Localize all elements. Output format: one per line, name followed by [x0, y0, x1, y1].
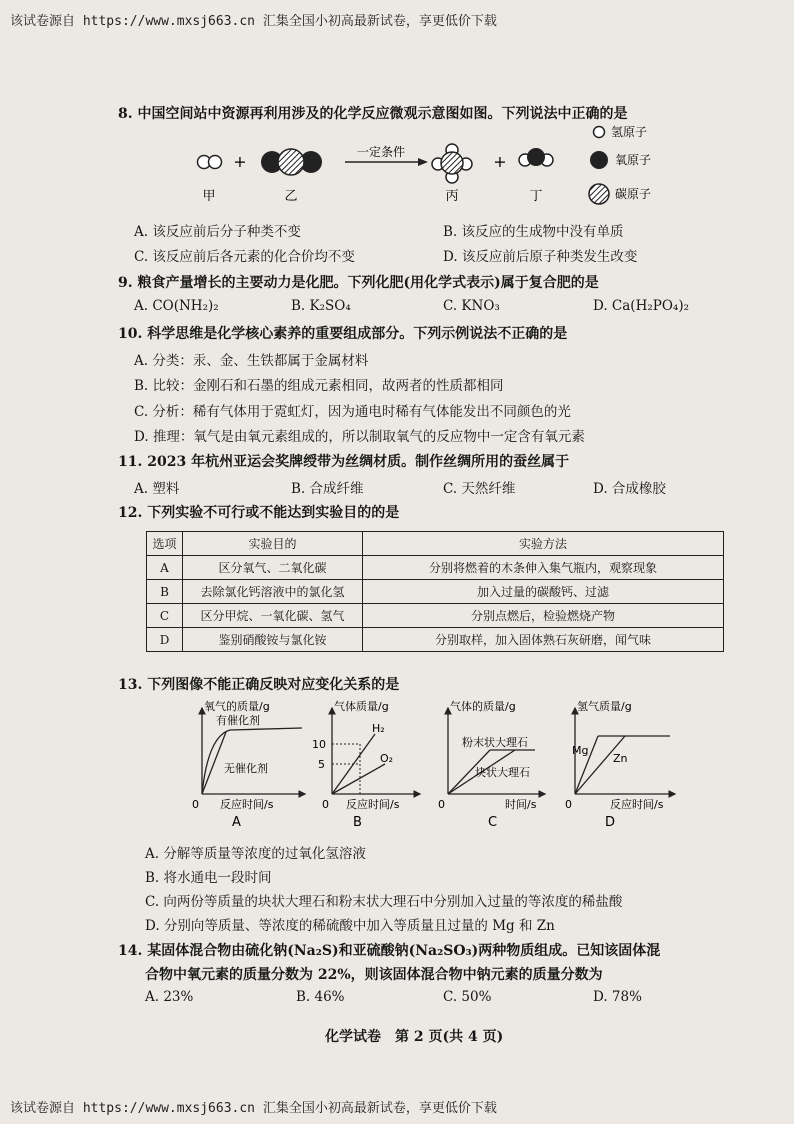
q9-option-a: A. CO(NH₂)₂ — [134, 298, 219, 314]
svg-text:反应时间/s: 反应时间/s — [610, 798, 664, 811]
svg-text:块状大理石: 块状大理石 — [475, 766, 530, 779]
molecule-jia-icon — [198, 156, 222, 169]
cell-purpose: 鉴别硝酸铵与氯化铵 — [183, 628, 363, 652]
q8-option-b: B. 该反应的生成物中没有单质 — [443, 224, 624, 240]
cell-method: 分别取样，加入固体熟石灰研磨，闻气味 — [363, 628, 724, 652]
svg-text:氢原子: 氢原子 — [611, 125, 648, 139]
table-row — [147, 580, 724, 604]
svg-text:氧原子: 氧原子 — [615, 153, 652, 167]
q10-option-a: A. 分类：汞、金、生铁都属于金属材料 — [134, 353, 369, 369]
q14-stem-line1: 14. 某固体混合物由硫化钠(Na₂S)和亚硫酸钠(Na₂SO₃)两种物质组成。已知该固体混 — [118, 943, 661, 959]
q13-option-d: D. 分别向等质量、等浓度的稀硫酸中加入等质量且过量的 Mg 和 Zn — [145, 918, 555, 934]
molecule-ding-icon — [519, 148, 553, 166]
header-method: 实验方法 — [363, 532, 724, 556]
cell-option: D — [147, 628, 183, 652]
svg-text:C: C — [488, 815, 498, 830]
svg-text:B: B — [353, 815, 362, 830]
q10-option-d: D. 推理：氧气是由氧元素组成的，所以制取氧气的反应物中一定含有氧元素 — [134, 429, 585, 445]
svg-text:0: 0 — [192, 798, 199, 811]
svg-text:粉末状大理石: 粉末状大理石 — [462, 736, 528, 749]
graph-a — [192, 699, 305, 830]
svg-text:Mg: Mg — [572, 744, 589, 757]
molecule-yi-icon — [261, 149, 322, 175]
header-purpose: 实验目的 — [183, 532, 363, 556]
q10-option-c: C. 分析：稀有气体用于霓虹灯，因为通电时稀有气体能发出不同颜色的光 — [134, 404, 571, 420]
svg-text:有催化剂: 有催化剂 — [216, 714, 260, 727]
q13-stem: 13. 下列图像不能正确反映对应变化关系的是 — [118, 677, 400, 693]
svg-text:氢气质量/g: 氢气质量/g — [577, 700, 632, 713]
svg-text:碳原子: 碳原子 — [615, 187, 652, 201]
svg-text:10: 10 — [312, 738, 326, 751]
cell-purpose: 区分氧气、二氧化碳 — [183, 556, 363, 580]
carbon-atom-icon — [589, 184, 609, 204]
experiment-table — [146, 531, 724, 652]
svg-text:0: 0 — [565, 798, 572, 811]
q14-option-a: A. 23% — [145, 989, 194, 1005]
graph-c — [438, 699, 545, 830]
cell-method: 分别点燃后，检验燃烧产物 — [363, 604, 724, 628]
q11-option-d: D. 合成橡胶 — [593, 481, 666, 497]
graph-b — [312, 699, 420, 830]
q14-option-b: B. 46% — [296, 989, 345, 1005]
q13-option-c: C. 向两份等质量的块状大理石和粉末状大理石中分别加入过量的等浓度的稀盐酸 — [145, 894, 623, 910]
cell-option: C — [147, 604, 183, 628]
source-footer: 该试卷源自 https://www.mxsj663.cn 汇集全国小初高最新试卷，享更低价下载 — [10, 1101, 497, 1116]
oxygen-atom-icon — [590, 151, 608, 169]
q12-stem: 12. 下列实验不可行或不能达到实验目的的是 — [118, 505, 400, 521]
svg-text:0: 0 — [322, 798, 329, 811]
q8-reaction-diagram — [190, 120, 690, 215]
cell-option: B — [147, 580, 183, 604]
q8-option-a: A. 该反应前后分子种类不变 — [134, 224, 301, 240]
label-ding: 丁 — [529, 189, 543, 204]
header-option: 选项 — [147, 532, 183, 556]
svg-text:0: 0 — [438, 798, 445, 811]
cell-option: A — [147, 556, 183, 580]
plus-1: + — [233, 152, 247, 171]
molecule-bing-icon — [432, 144, 472, 183]
svg-text:无催化剂: 无催化剂 — [224, 762, 268, 775]
q11-option-a: A. 塑料 — [134, 481, 180, 497]
q9-stem: 9. 粮食产量增长的主要动力是化肥。下列化肥(用化学式表示)属于复合肥的是 — [118, 275, 599, 291]
svg-text:Zn: Zn — [613, 752, 628, 765]
legend-hydrogen — [594, 125, 648, 139]
svg-text:氧气的质量/g: 氧气的质量/g — [204, 700, 270, 713]
q8-option-c: C. 该反应前后各元素的化合价均不变 — [134, 249, 355, 265]
q8-stem: 8. 中国空间站中资源再利用涉及的化学反应微观示意图如图。下列说法中正确的是 — [118, 106, 628, 122]
q13-option-a: A. 分解等质量等浓度的过氧化氢溶液 — [145, 846, 366, 862]
q14-option-d: D. 78% — [593, 989, 642, 1005]
svg-text:5: 5 — [318, 758, 325, 771]
svg-text:反应时间/s: 反应时间/s — [220, 798, 274, 811]
table-row — [147, 628, 724, 652]
q8-option-d: D. 该反应前后原子种类发生改变 — [443, 249, 638, 265]
svg-text:A: A — [232, 815, 241, 830]
q13-option-b: B. 将水通电一段时间 — [145, 870, 272, 886]
svg-text:O₂: O₂ — [380, 752, 394, 765]
graph-d — [565, 699, 675, 830]
cell-purpose: 区分甲烷、一氧化碳、氢气 — [183, 604, 363, 628]
arrow-condition: 一定条件 — [356, 145, 406, 159]
q9-option-d: D. Ca(H₂PO₄)₂ — [593, 298, 689, 314]
hydrogen-atom-icon — [594, 127, 605, 138]
cell-method: 分别将燃着的木条伸入集气瓶内，观察现象 — [363, 556, 724, 580]
table-header-row — [147, 532, 724, 556]
q14-stem-line2: 合物中氧元素的质量分数为 22%，则该固体混合物中钠元素的质量分数为 — [145, 967, 603, 983]
cell-method: 加入过量的碳酸钙、过滤 — [363, 580, 724, 604]
page-label: 化学试卷 第 2 页(共 4 页) — [325, 1029, 504, 1045]
q11-stem: 11. 2023 年杭州亚运会奖牌绶带为丝绸材质。制作丝绸所用的蚕丝属于 — [118, 454, 570, 470]
q14-option-c: C. 50% — [443, 989, 492, 1005]
q11-option-c: C. 天然纤维 — [443, 481, 516, 497]
legend-carbon — [589, 184, 651, 204]
table-row — [147, 604, 724, 628]
label-yi: 乙 — [284, 189, 298, 204]
q11-option-b: B. 合成纤维 — [291, 481, 364, 497]
source-header: 该试卷源自 https://www.mxsj663.cn 汇集全国小初高最新试卷，享更低价下载 — [10, 14, 497, 29]
table-row — [147, 556, 724, 580]
svg-text:D: D — [605, 815, 616, 830]
label-bing: 丙 — [445, 189, 459, 204]
cell-purpose: 去除氯化钙溶液中的氯化氢 — [183, 580, 363, 604]
svg-text:气体质量/g: 气体质量/g — [334, 700, 389, 713]
svg-text:气体的质量/g: 气体的质量/g — [450, 700, 516, 713]
label-jia: 甲 — [202, 189, 216, 204]
q9-option-c: C. KNO₃ — [443, 298, 500, 314]
q13-graphs — [180, 696, 700, 831]
q10-stem: 10. 科学思维是化学核心素养的重要组成部分。下列示例说法不正确的是 — [118, 326, 568, 342]
q9-option-b: B. K₂SO₄ — [291, 298, 351, 314]
svg-text:反应时间/s: 反应时间/s — [346, 798, 400, 811]
plus-2: + — [493, 152, 507, 171]
legend-oxygen — [590, 151, 651, 169]
svg-text:H₂: H₂ — [372, 722, 385, 735]
svg-text:时间/s: 时间/s — [505, 798, 537, 811]
q10-option-b: B. 比较：金刚石和石墨的组成元素相同，故两者的性质都相同 — [134, 378, 504, 394]
